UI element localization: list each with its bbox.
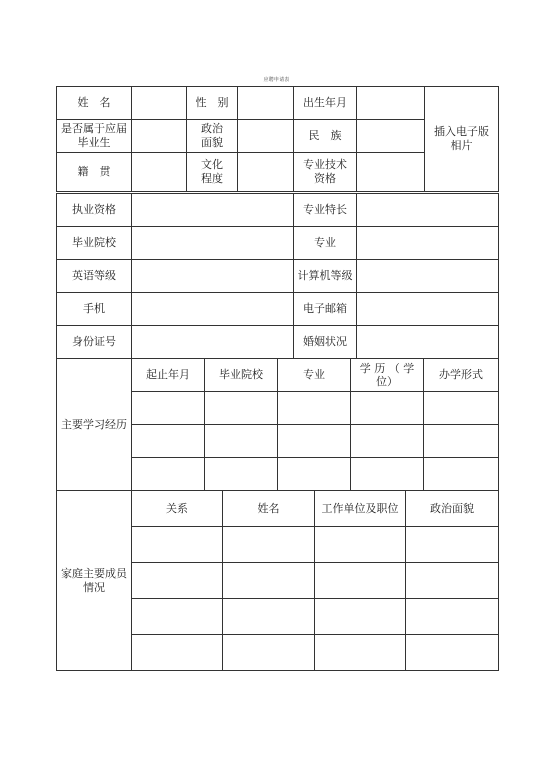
- education-header-mode: 办学形式: [424, 359, 499, 392]
- education-header-school: 毕业院校: [205, 359, 278, 392]
- education-cell[interactable]: [278, 458, 351, 491]
- specialty-value[interactable]: [357, 194, 499, 227]
- photo-cell[interactable]: 插入电子版相片: [425, 87, 499, 192]
- family-cell[interactable]: [406, 635, 499, 671]
- native-place-value[interactable]: [132, 153, 187, 192]
- education-cell[interactable]: [205, 425, 278, 458]
- family-cell[interactable]: [223, 563, 315, 599]
- education-cell[interactable]: [424, 425, 499, 458]
- family-section-label: 家庭主要成员情况: [57, 491, 132, 671]
- family-header-employer: 工作单位及职位: [315, 491, 406, 527]
- education-cell[interactable]: [278, 392, 351, 425]
- political-value[interactable]: [238, 120, 294, 153]
- family-header-relation: 关系: [132, 491, 223, 527]
- family-cell[interactable]: [223, 527, 315, 563]
- title-label: 专业技术资格: [294, 153, 357, 192]
- education-cell[interactable]: [424, 458, 499, 491]
- computer-label: 计算机等级: [294, 260, 357, 293]
- basic-info-table: [56, 86, 499, 192]
- graduate-status-value[interactable]: [132, 120, 187, 153]
- email-value[interactable]: [357, 293, 499, 326]
- family-cell[interactable]: [132, 635, 223, 671]
- education-cell[interactable]: [132, 425, 205, 458]
- native-place-label: 籍 贯: [57, 153, 132, 192]
- family-table: [56, 490, 499, 671]
- document-title: 应聘申请表: [263, 77, 290, 83]
- family-cell[interactable]: [132, 527, 223, 563]
- education-header-period: 起止年月: [132, 359, 205, 392]
- id-number-value[interactable]: [132, 326, 294, 359]
- education-cell[interactable]: [351, 425, 424, 458]
- family-cell[interactable]: [406, 527, 499, 563]
- ethnicity-value[interactable]: [357, 120, 425, 153]
- education-cell[interactable]: [205, 392, 278, 425]
- major-label: 专业: [294, 227, 357, 260]
- gender-label: 性 别: [187, 87, 238, 120]
- marital-value[interactable]: [357, 326, 499, 359]
- education-level-label: 文化程度: [187, 153, 238, 192]
- family-cell[interactable]: [223, 599, 315, 635]
- education-cell[interactable]: [278, 425, 351, 458]
- school-value[interactable]: [132, 227, 294, 260]
- contact-info-table: [56, 193, 499, 359]
- marital-label: 婚姻状况: [294, 326, 357, 359]
- birth-label: 出生年月: [294, 87, 357, 120]
- ethnicity-label: 民 族: [294, 120, 357, 153]
- family-cell[interactable]: [315, 635, 406, 671]
- education-table: [56, 358, 499, 491]
- name-value[interactable]: [132, 87, 187, 120]
- phone-value[interactable]: [132, 293, 294, 326]
- birth-value[interactable]: [357, 87, 425, 120]
- education-level-value[interactable]: [238, 153, 294, 192]
- education-cell[interactable]: [424, 392, 499, 425]
- education-cell[interactable]: [132, 392, 205, 425]
- graduate-status-label: 是否属于应届毕业生: [57, 120, 132, 153]
- english-value[interactable]: [132, 260, 294, 293]
- political-label: 政治面貌: [187, 120, 238, 153]
- email-label: 电子邮箱: [294, 293, 357, 326]
- family-cell[interactable]: [406, 599, 499, 635]
- education-header-major: 专业: [278, 359, 351, 392]
- qualification-value[interactable]: [132, 194, 294, 227]
- english-label: 英语等级: [57, 260, 132, 293]
- family-cell[interactable]: [132, 599, 223, 635]
- major-value[interactable]: [357, 227, 499, 260]
- family-header-name: 姓名: [223, 491, 315, 527]
- specialty-label: 专业特长: [294, 194, 357, 227]
- family-cell[interactable]: [223, 635, 315, 671]
- id-number-label: 身份证号: [57, 326, 132, 359]
- education-section-label: 主要学习经历: [57, 359, 132, 491]
- education-header-degree: 学 历 （ 学位）: [351, 359, 424, 392]
- school-label: 毕业院校: [57, 227, 132, 260]
- family-cell[interactable]: [315, 563, 406, 599]
- title-value[interactable]: [357, 153, 425, 192]
- qualification-label: 执业资格: [57, 194, 132, 227]
- family-header-political: 政治面貌: [406, 491, 499, 527]
- education-cell[interactable]: [132, 458, 205, 491]
- computer-value[interactable]: [357, 260, 499, 293]
- education-cell[interactable]: [351, 458, 424, 491]
- family-cell[interactable]: [315, 599, 406, 635]
- education-cell[interactable]: [351, 392, 424, 425]
- family-cell[interactable]: [132, 563, 223, 599]
- gender-value[interactable]: [238, 87, 294, 120]
- family-cell[interactable]: [406, 563, 499, 599]
- phone-label: 手机: [57, 293, 132, 326]
- name-label: 姓 名: [57, 87, 132, 120]
- education-cell[interactable]: [205, 458, 278, 491]
- family-cell[interactable]: [315, 527, 406, 563]
